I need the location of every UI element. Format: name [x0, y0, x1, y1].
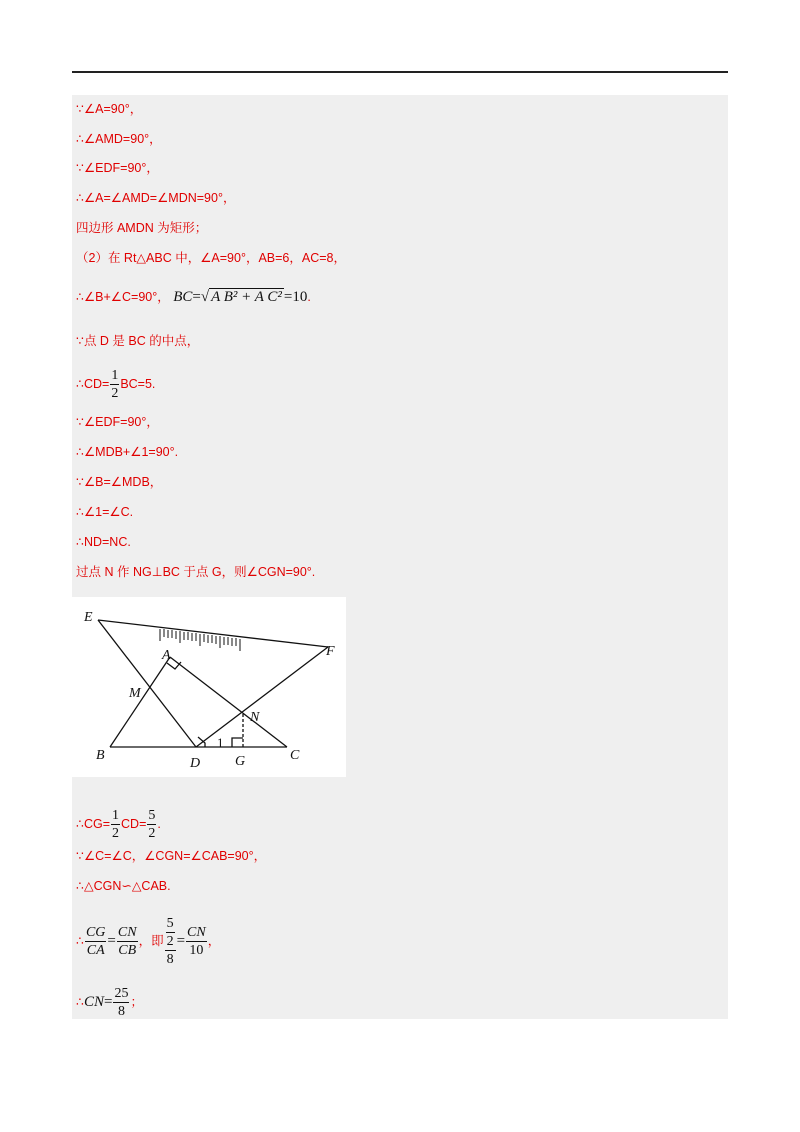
- fraction-cn-10: $\frac{CN}{10}$: [187, 925, 206, 958]
- line-18: ∴△CGN∽△CAB.: [76, 879, 171, 893]
- label-d: D: [190, 756, 201, 771]
- line-8: ∵点 D 是 BC 的中点，: [76, 334, 200, 348]
- label-n: N: [250, 710, 260, 725]
- edge-ac: [170, 657, 287, 747]
- line-17: ∵∠C=∠C，∠CGN=∠CAB=90°，: [76, 849, 267, 863]
- line-7: ∴∠B+∠C=90°， BC=√ A B² + A C² =10.: [76, 289, 311, 305]
- line-4: ∴∠A=∠AMD=∠MDN=90°，: [76, 191, 236, 205]
- line-2: ∴∠AMD=90°，: [76, 132, 162, 146]
- edge-ed: [98, 620, 196, 747]
- line-10: ∵∠EDF=90°，: [76, 415, 159, 429]
- edge-ef: [98, 620, 328, 647]
- fraction-five-halves: $\frac{5}{2}$: [148, 808, 156, 841]
- line-13: ∴∠1=∠C.: [76, 505, 134, 519]
- fraction-25-8: $\frac{25}{8}$: [114, 986, 129, 1019]
- label-g: G: [235, 754, 246, 769]
- line-16: ∴CG= $\frac{1}{2}$ CD= $\frac{5}{2}$ .: [76, 808, 161, 841]
- math-bc: BC: [173, 289, 193, 305]
- line-15: 过点 N 作 NG⊥BC 于点 G，则∠CGN=90°.: [76, 565, 316, 579]
- label-a: A: [162, 648, 171, 663]
- line-19: ∴ $\frac{CG}{CA}$ = $\frac{CN}{CB}$ ，即 $\frac{\frac{5}{2}}{8}$ = $\frac{CN}{10}$ ，: [76, 916, 221, 967]
- line-5: 四边形 AMDN 为矩形；: [76, 221, 208, 235]
- line-12: ∵∠B=∠MDB，: [76, 475, 163, 489]
- line-1: ∵∠A=90°，: [76, 102, 143, 116]
- math-radicand: A B² + A C²: [211, 289, 282, 305]
- triangle-diagram: [72, 597, 346, 777]
- fraction-cn-cb: $\frac{CN}{CB}$: [117, 925, 137, 958]
- label-e: E: [84, 610, 93, 625]
- header-rule: [72, 71, 728, 73]
- fraction-complex: $\frac{\frac{5}{2}}{8}$: [166, 916, 174, 967]
- line-11: ∴∠MDB+∠1=90°.: [76, 445, 179, 459]
- solution-panel: [72, 95, 728, 1019]
- fraction-half-2: $\frac{1}{2}$: [112, 808, 120, 841]
- fraction-half: $\frac{1}{2}$: [111, 368, 119, 401]
- right-angle-g: [232, 738, 243, 747]
- line-9: ∴CD= $\frac{1}{2}$ BC=5.: [76, 368, 156, 401]
- label-m: M: [129, 686, 141, 701]
- geometry-figure: [72, 597, 346, 777]
- label-c: C: [290, 748, 300, 763]
- line-14: ∴ND=NC.: [76, 535, 131, 549]
- line-3: ∵∠EDF=90°，: [76, 161, 159, 175]
- edge-df: [196, 647, 328, 747]
- fraction-cg-ca: $\frac{CG}{CA}$: [85, 925, 106, 958]
- label-f: F: [326, 644, 335, 659]
- line-6: （2）在 Rt△ABC 中，∠A=90°，AB=6，AC=8，: [76, 251, 347, 265]
- label-b: B: [96, 748, 105, 763]
- label-angle-1: 1: [217, 735, 224, 750]
- line-20: ∴CN= $\frac{25}{8}$ ；: [76, 986, 143, 1019]
